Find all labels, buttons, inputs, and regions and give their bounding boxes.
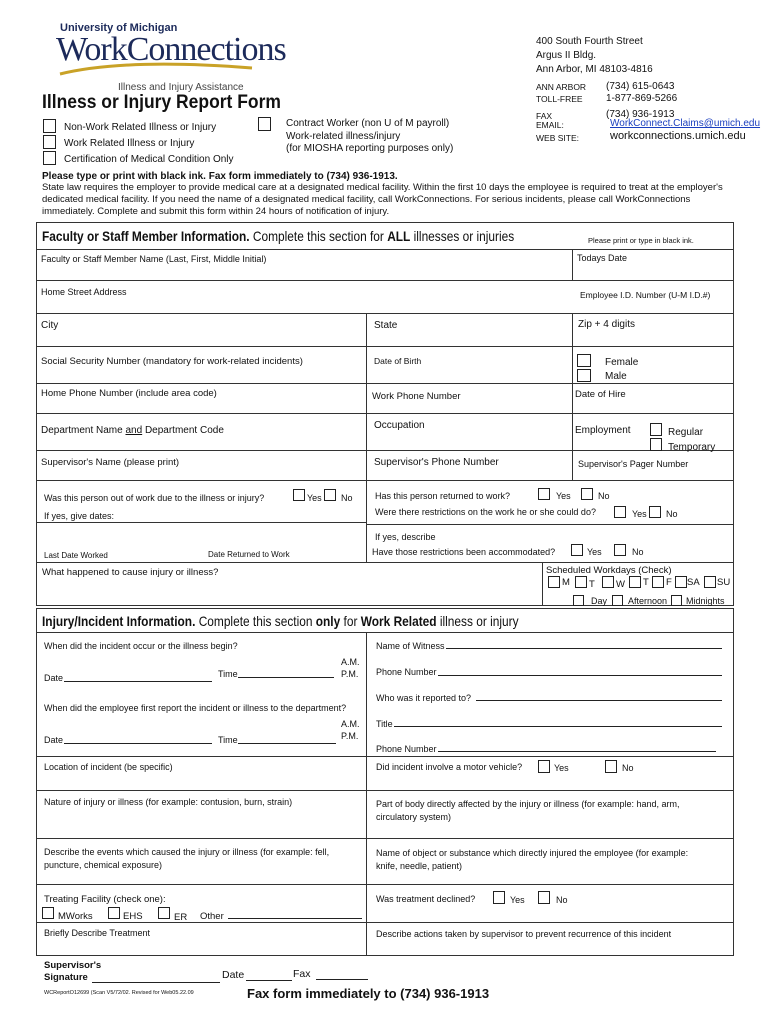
when-reported-question: When did the employee first report the incident or illness to the department? — [44, 703, 347, 713]
if-yes-dates-label: If yes, give dates: — [44, 511, 115, 521]
reported-to-label: Who was it reported to? — [376, 693, 472, 703]
address-line-1: 400 South Fourth Street — [536, 36, 643, 47]
supervisor-label-1: Supervisor's — [44, 960, 102, 971]
instructions-line-3: immediately. Complete and submit this form within 24 hours of notification of injury. — [42, 206, 390, 217]
male-label: Male — [605, 371, 627, 382]
accommodated-no-label: No — [632, 547, 644, 557]
temporary-label: Temporary — [668, 442, 716, 453]
workday-su-label: SU — [717, 577, 731, 588]
form-title: Illness or Injury Report Form — [42, 92, 281, 113]
home-address-field[interactable]: Home Street Address — [41, 287, 127, 297]
occur-date-label: Date — [44, 673, 64, 683]
reported-to-line[interactable] — [476, 700, 722, 701]
incident-section-title: Injury/Incident Information. Complete this section only for Work Related illness or injury — [42, 613, 519, 629]
workday-f-label: F — [666, 577, 672, 588]
out-of-work-no-checkbox[interactable] — [324, 489, 336, 501]
employee-id-field[interactable]: Employee I.D. Number (U-M I.D.#) — [580, 290, 711, 300]
home-phone-field[interactable]: Home Phone Number (include area code) — [41, 388, 217, 399]
shift-midnights-label: Midnights — [686, 596, 725, 606]
occur-date-line[interactable] — [64, 681, 212, 682]
supervisor-pager-field[interactable]: Supervisor's Pager Number — [578, 459, 689, 469]
returned-no-label: No — [598, 491, 610, 501]
reported-am-label[interactable]: A.M. — [341, 719, 360, 729]
date-returned-field[interactable]: Date Returned to Work — [208, 550, 290, 559]
ehs-checkbox[interactable] — [108, 907, 120, 919]
regular-checkbox[interactable] — [650, 423, 662, 436]
female-label: Female — [605, 357, 639, 368]
temporary-checkbox[interactable] — [650, 438, 662, 451]
faculty-section-title: Faculty or Staff Member Information. Complete this section for ALL illnesses or injuries — [42, 228, 515, 244]
occur-time-label: Time — [218, 669, 238, 679]
employment-label: Employment — [575, 425, 631, 436]
ann-arbor-phone: (734) 615-0643 — [606, 81, 675, 92]
motor-vehicle-yes-label: Yes — [554, 763, 569, 773]
workday-su-checkbox[interactable] — [704, 576, 716, 588]
returned-question: Has this person returned to work? — [375, 491, 511, 501]
regular-label: Regular — [668, 427, 704, 438]
female-checkbox[interactable] — [577, 354, 591, 367]
work-related-label: Work Related Illness or Injury — [64, 138, 195, 149]
workday-t-checkbox[interactable] — [575, 576, 587, 588]
scheduled-workdays-label: Scheduled Workdays (Check) — [546, 565, 672, 576]
workday-w-label: W — [616, 579, 625, 590]
motor-vehicle-yes-checkbox[interactable] — [538, 760, 550, 773]
accommodated-question: Have those restrictions been accommodated? — [372, 547, 556, 557]
logo-connections: Connections — [126, 31, 286, 68]
university-name: University of Michigan — [60, 22, 178, 34]
nature-field[interactable]: Nature of injury or illness (for example: contusion, burn, strain) — [44, 797, 293, 807]
motor-vehicle-no-label: No — [622, 763, 634, 773]
contract-sub-2: (for MIOSHA reporting purposes only) — [286, 143, 454, 154]
signature-line[interactable] — [92, 982, 220, 983]
male-checkbox[interactable] — [577, 369, 591, 382]
returned-yes-label: Yes — [556, 491, 571, 501]
instructions-line-2: dedicated medical facility. If you need the name of a designated medical facility, call WorkConnections. For serious incidents, please call WorkConnections — [42, 194, 691, 205]
object-substance-field[interactable]: Name of object or substance which directly injured the employee (for example: knife, needle, patient) — [376, 848, 689, 871]
er-label: ER — [174, 912, 188, 923]
footer-date-label: Date — [222, 969, 245, 981]
out-of-work-no-label: No — [341, 493, 353, 503]
treating-facility-label: Treating Facility (check one): — [44, 894, 166, 905]
zip-field[interactable]: Zip + 4 digits — [578, 319, 635, 330]
tollfree-phone: 1-877-869-5266 — [606, 93, 678, 104]
shift-midnights-checkbox[interactable] — [671, 595, 682, 606]
certification-label: Certification of Medical Condition Only — [64, 154, 234, 165]
shift-day-label: Day — [591, 596, 608, 606]
ann-arbor-label: ANN ARBOR — [536, 82, 587, 92]
witness-phone-label: Phone Number — [376, 667, 437, 677]
supervisor-label-2: Signature — [44, 972, 88, 983]
state-field[interactable]: State — [374, 320, 398, 331]
out-of-work-yes-label: Yes — [307, 493, 322, 503]
mworks-checkbox[interactable] — [42, 907, 54, 919]
occur-time-line[interactable] — [238, 677, 334, 678]
workday-sa-checkbox[interactable] — [675, 576, 687, 588]
workday-f-checkbox[interactable] — [652, 576, 664, 588]
occur-pm-label[interactable]: P.M. — [341, 669, 359, 679]
er-checkbox[interactable] — [158, 907, 170, 919]
other-line[interactable] — [228, 918, 362, 919]
logo-work: Work — [56, 31, 127, 68]
workday-th-label: T — [643, 577, 649, 588]
address-line-3: Ann Arbor, MI 48103-4816 — [536, 64, 653, 75]
form-code: WCReportO12699 (Scan V5/72/02. Revised for Web05.22.09 — [44, 990, 194, 996]
restrictions-yes-label: Yes — [632, 509, 647, 519]
title-label: Title — [376, 719, 393, 729]
what-happened-field[interactable]: What happened to cause injury or illness? — [42, 567, 219, 578]
motor-vehicle-question: Did incident involve a motor vehicle? — [376, 762, 523, 772]
supervisor-name-field[interactable]: Supervisor's Name (please print) — [41, 457, 180, 468]
restrictions-yes-checkbox[interactable] — [614, 506, 626, 518]
shift-afternoon-label: Afternoon — [628, 596, 668, 606]
footer-date-line[interactable] — [246, 980, 292, 981]
witness-label: Name of Witness — [376, 641, 445, 651]
website-label: WEB SITE: — [536, 133, 579, 143]
reported-time-label: Time — [218, 735, 238, 745]
reported-time-line[interactable] — [238, 743, 336, 744]
last-date-worked-field[interactable]: Last Date Worked — [44, 551, 108, 560]
workday-checkboxes — [546, 576, 732, 590]
accommodated-yes-label: Yes — [587, 547, 602, 557]
logo-tagline: Illness and Injury Assistance — [118, 82, 244, 93]
motor-vehicle-no-checkbox[interactable] — [605, 760, 617, 773]
declined-no-label: No — [556, 895, 568, 905]
declined-yes-checkbox[interactable] — [493, 891, 505, 904]
supervisor-actions-field[interactable]: Describe actions taken by supervisor to prevent recurrence of this incident — [376, 929, 672, 939]
reported-pm-label[interactable]: P.M. — [341, 731, 359, 741]
accommodated-no-checkbox[interactable] — [614, 544, 626, 556]
reported-date-line[interactable] — [64, 743, 212, 744]
shift-afternoon-checkbox[interactable] — [612, 595, 623, 606]
workday-th-checkbox[interactable] — [629, 576, 641, 588]
returned-no-checkbox[interactable] — [581, 488, 593, 500]
member-name-field[interactable]: Faculty or Staff Member Name (Last, First, Middle Initial) — [41, 254, 267, 264]
occupation-field[interactable]: Occupation — [374, 420, 425, 431]
restrictions-no-checkbox[interactable] — [649, 506, 661, 518]
body-part-field[interactable]: Part of body directly affected by the injury or illness (for example: hand, arm, circulatory system) — [376, 799, 680, 822]
todays-date-field[interactable]: Todays Date — [577, 253, 628, 263]
footer-fax-label: Fax — [293, 968, 311, 980]
treatment-declined-question: Was treatment declined? — [376, 894, 476, 904]
nonwork-checkbox[interactable] — [43, 119, 56, 133]
restrictions-question: Were there restrictions on the work he or she could do? — [375, 507, 596, 517]
certification-checkbox[interactable] — [43, 151, 56, 165]
dob-field[interactable]: Date of Birth — [374, 356, 422, 366]
address-line-2: Argus II Bldg. — [536, 50, 597, 61]
logo-swoosh-icon — [56, 60, 256, 78]
restrictions-no-label: No — [666, 509, 678, 519]
contract-checkbox[interactable] — [258, 117, 271, 131]
returned-yes-checkbox[interactable] — [538, 488, 550, 500]
workday-sa-label: SA — [687, 577, 700, 588]
witness-line[interactable] — [446, 648, 722, 649]
when-occur-question: When did the incident occur or the illness begin? — [44, 641, 238, 651]
workday-m-label: M — [562, 577, 570, 588]
mworks-label: MWorks — [58, 911, 93, 922]
workday-w-checkbox[interactable] — [602, 576, 614, 588]
date-of-hire-field[interactable]: Date of Hire — [575, 389, 626, 400]
title-line[interactable] — [394, 726, 722, 727]
fax-label: FAX — [536, 111, 553, 121]
shift-day-checkbox[interactable] — [573, 595, 584, 606]
declined-yes-label: Yes — [510, 895, 525, 905]
fax-banner: Fax form immediately to (734) 936-1913 — [247, 986, 490, 1001]
describe-events-field[interactable]: Describe the events which caused the injury or illness (for example: fell, puncture, chemical exposure) — [44, 847, 330, 870]
contract-label: Contract Worker (non U of M payroll) — [286, 118, 450, 129]
faculty-section-note: Please print or type in black ink. — [588, 236, 694, 245]
work-related-checkbox[interactable] — [43, 135, 56, 149]
tollfree-label: TOLL-FREE — [536, 94, 583, 104]
city-field[interactable]: City — [41, 320, 59, 331]
declined-no-checkbox[interactable] — [538, 891, 550, 904]
location-field[interactable]: Location of incident (be specific) — [44, 762, 173, 772]
instructions-line-1: State law requires the employer to provide medical care at a designated medical facility. Within the first 10 days the employee is required to treat at the employer's — [42, 182, 723, 193]
department-field[interactable]: Department Name and Department Code — [41, 425, 224, 436]
fax-phone: (734) 936-1913 — [606, 109, 675, 120]
website-link[interactable]: workconnections.umich.edu — [610, 130, 746, 142]
occur-am-label[interactable]: A.M. — [341, 657, 360, 667]
workday-t-label: T — [589, 579, 595, 590]
accommodated-yes-checkbox[interactable] — [571, 544, 583, 556]
if-yes-describe-label: If yes, describe — [375, 532, 436, 542]
reported-date-label: Date — [44, 735, 64, 745]
instructions-bold: Please type or print with black ink. Fax form immediately to (734) 936-1913. — [42, 171, 398, 182]
email-link[interactable]: WorkConnect.Claims@umich.edu — [610, 118, 761, 129]
other-label: Other — [200, 911, 224, 922]
contract-sub-1: Work-related illness/injury — [286, 131, 401, 142]
reported-phone-label: Phone Number — [376, 744, 437, 754]
nonwork-label: Non-Work Related Illness or Injury — [64, 122, 217, 133]
supervisor-phone-field[interactable]: Supervisor's Phone Number — [374, 457, 499, 468]
out-of-work-yes-checkbox[interactable] — [293, 489, 305, 501]
out-of-work-question: Was this person out of work due to the illness or injury? — [44, 493, 265, 503]
ehs-label: EHS — [123, 911, 143, 922]
reported-phone-line[interactable] — [438, 751, 716, 752]
email-label: EMAIL: — [536, 120, 564, 130]
witness-phone-line[interactable] — [438, 675, 722, 676]
ssn-field[interactable]: Social Security Number (mandatory for work-related incidents) — [41, 356, 303, 367]
workday-m-checkbox[interactable] — [548, 576, 560, 588]
treatment-description-field[interactable]: Briefly Describe Treatment — [44, 928, 151, 938]
footer-fax-line[interactable] — [316, 979, 368, 980]
work-phone-field[interactable]: Work Phone Number — [372, 391, 461, 402]
